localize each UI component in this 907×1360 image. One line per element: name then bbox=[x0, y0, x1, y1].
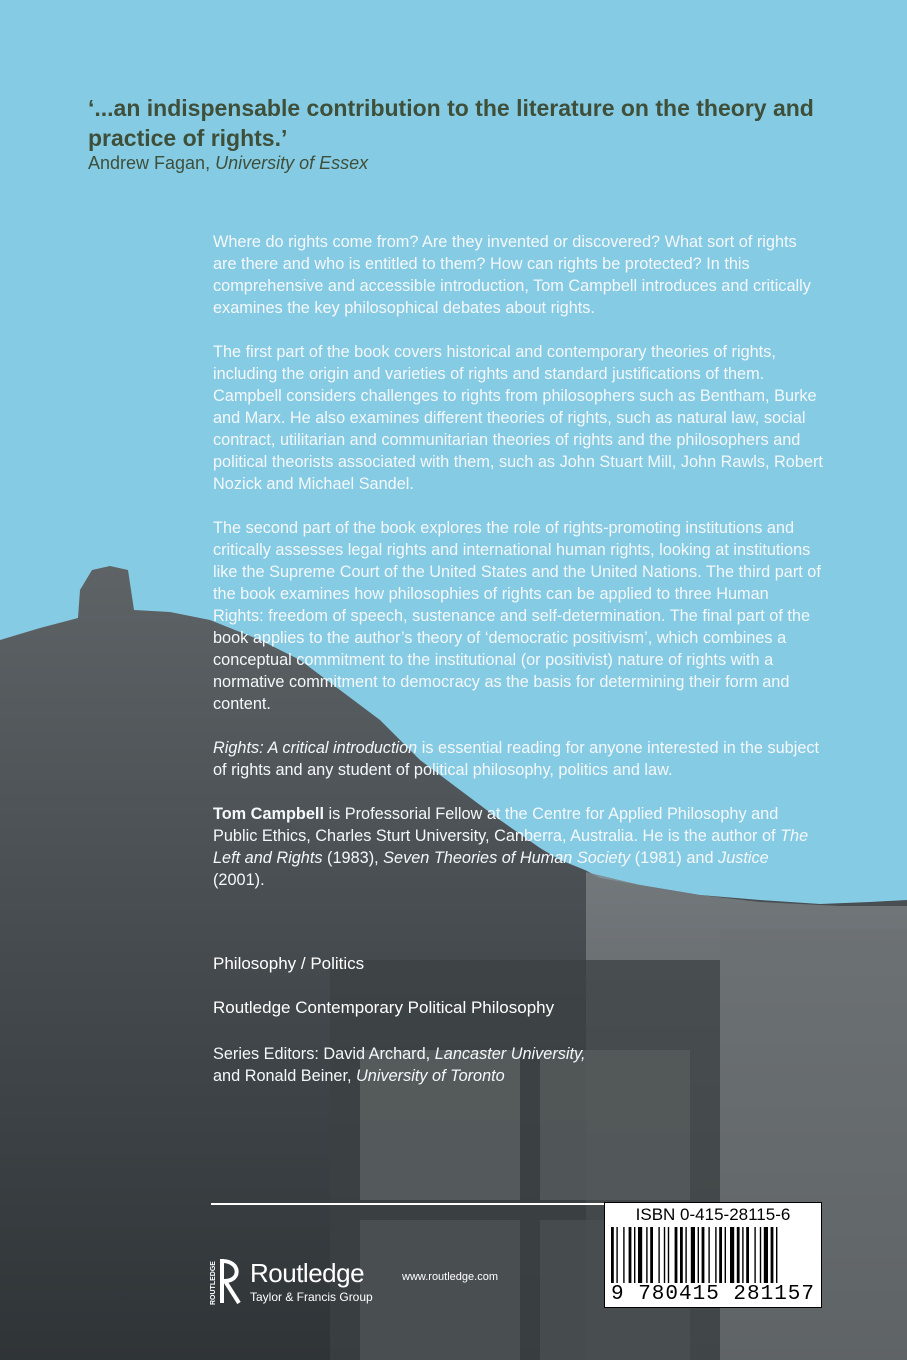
logo-spine-text: ROUTLEDGE bbox=[210, 1261, 217, 1305]
publisher-name: Routledge bbox=[250, 1258, 365, 1288]
description-paragraph: The first part of the book covers historical and contemporary theories of rights, including the origin and varieties of rights and standard justifications of them. Campbell considers challenges to rights from philosophers such as Bentham, Burke and Marx. He also examines different theories of rights, such as natural law, social contract, utilitarian and communitarian theories of rights and the philosophers and political theorists associated with them, such as John Stuart Mill, John Rawls, Robert Nozick and Michael Sandel. bbox=[213, 343, 823, 493]
publisher-website: www.routledge.com bbox=[402, 1271, 498, 1283]
bio-text: (1983), bbox=[322, 849, 384, 867]
quote-author: Andrew Fagan, bbox=[88, 153, 211, 173]
book-title: Rights: A critical introduction bbox=[213, 739, 418, 757]
editor-affiliation: University of Toronto bbox=[356, 1067, 505, 1085]
routledge-logo-icon bbox=[205, 1255, 245, 1307]
isbn-label: ISBN 0-415-28115-6 bbox=[635, 1205, 791, 1224]
author-bio bbox=[213, 803, 823, 891]
divider-rule bbox=[211, 1203, 604, 1205]
description-text: is essential reading for anyone interested in the subject of rights and any student of political philosophy, politics and law. bbox=[213, 739, 820, 779]
editor-affiliation: Lancaster University, bbox=[434, 1045, 586, 1063]
series-editors bbox=[213, 1043, 773, 1087]
publisher-group: Taylor & Francis Group bbox=[250, 1290, 373, 1304]
quote-attribution bbox=[88, 153, 368, 174]
author-name: Tom Campbell bbox=[213, 805, 324, 823]
bio-book-title: Seven Theories of Human Society bbox=[383, 849, 631, 867]
subject-category: Philosophy / Politics bbox=[213, 954, 365, 973]
editors-text: and Ronald Beiner, bbox=[213, 1067, 357, 1085]
book-description bbox=[213, 231, 823, 913]
quote-affiliation: University of Essex bbox=[215, 153, 369, 173]
description-paragraph bbox=[213, 737, 823, 781]
description-paragraph: Where do rights come from? Are they invented or discovered? What sort of rights are there and who is entitled to them? How can rights be protected? In this comprehensive and accessible introduction, Tom Campbell introduces and critically examines the key philosophical debates about rights. bbox=[213, 233, 811, 317]
bio-text: is Professorial Fellow at the Centre for Applied Philosophy and Public Ethics, Charles Sturt University, Canberra, Australia. He is the author of bbox=[213, 805, 781, 845]
bio-book-title: Justice bbox=[718, 849, 769, 867]
bio-text: (2001). bbox=[213, 871, 265, 889]
series-title: Routledge Contemporary Political Philosophy bbox=[213, 998, 555, 1017]
barcode-icon bbox=[609, 1227, 817, 1289]
review-quote: ‘...an indispensable contribution to the literature on the theory and practice of rights.’ bbox=[88, 95, 814, 151]
barcode-area bbox=[604, 1202, 822, 1308]
bio-text: (1981) and bbox=[630, 849, 719, 867]
bio-book-title: The Left and Rights bbox=[213, 827, 809, 867]
editors-text: Series Editors: David Archard, bbox=[213, 1045, 435, 1063]
barcode-digits: 9 780415 281157 bbox=[605, 1283, 821, 1306]
description-paragraph: The second part of the book explores the role of rights-promoting institutions and critically assesses legal rights and international human rights, looking at institutions like the Supreme Court of the United States and the United Nations. The third part of the book examines how philosophies of rights can be applied to three Human Rights: freedom of speech, sustenance and self-determination. The final part of the book applies to the author’s theory of ‘democratic positivism’, which combines a conceptual commitment to the institutional (or positivist) nature of rights with a normative commitment to democracy as the basis for determining their form and content. bbox=[213, 519, 821, 713]
